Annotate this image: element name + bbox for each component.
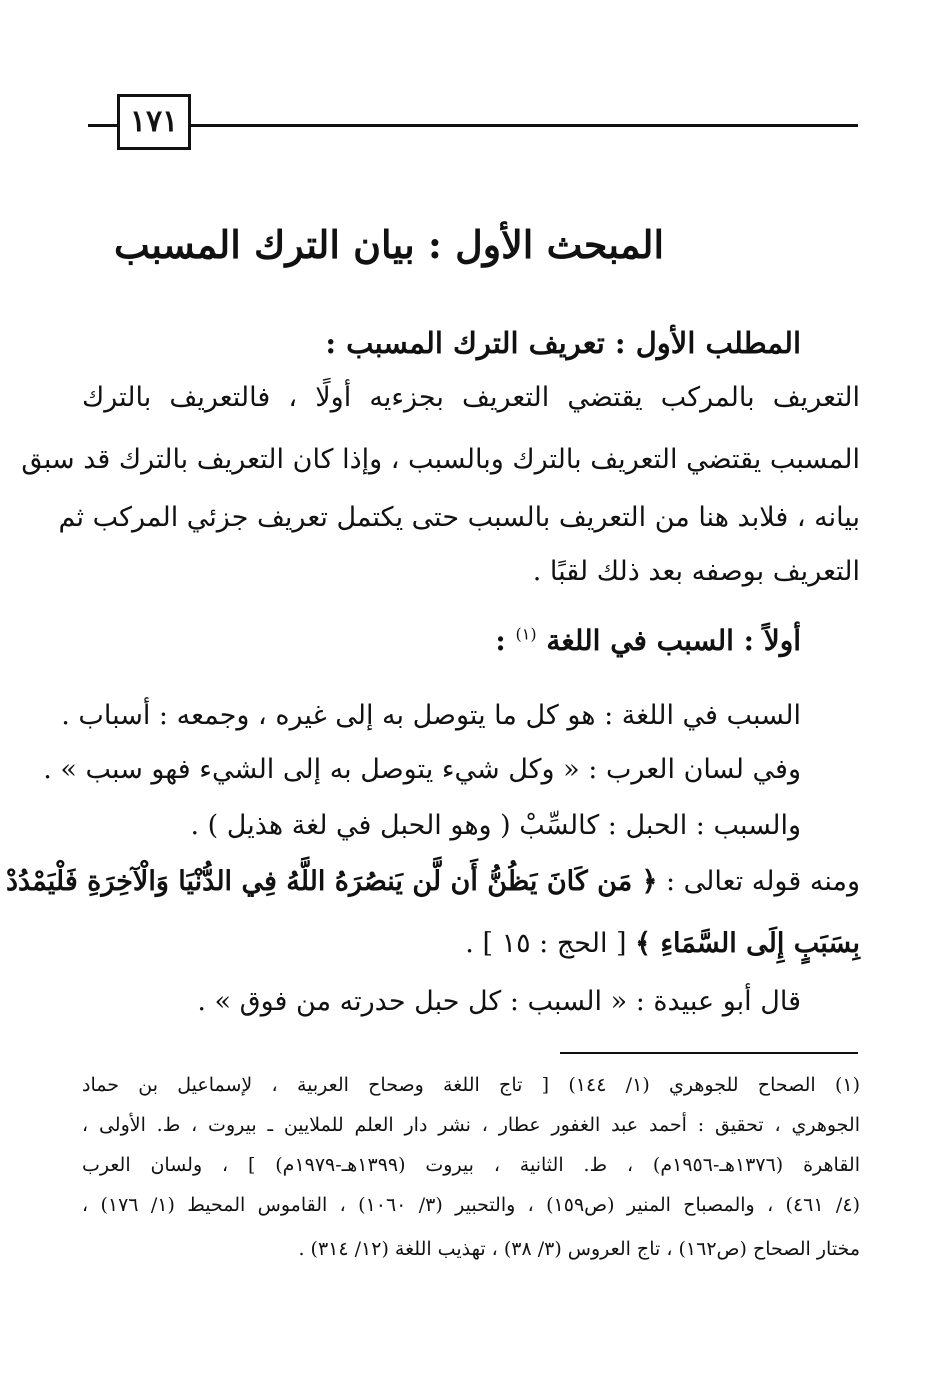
verse-intro: ومنه قوله تعالى : (657, 866, 860, 897)
abu-ubayda-line: قال أبو عبيدة : « السبب : كل حبل حدرته من فوق » . (197, 986, 801, 1017)
header-rule (88, 124, 858, 127)
intro-line-4: التعريف بوصفه بعد ذلك لقبًا . (532, 556, 860, 587)
intro-line-2: المسبب يقتضي التعريف بالترك وبالسبب ، وإذا كان التعريف بالترك قد سبق (21, 444, 860, 475)
footnote-marker: (١) (515, 624, 537, 644)
footnote-line-3: القاهرة (١٣٧٦هـ-١٩٥٦م) ، ط. الثانية ، بيروت (١٣٩٩هـ-١٩٧٩م) ] ، ولسان العرب (82, 1154, 860, 1176)
subsection-title-suffix: : (495, 624, 506, 657)
footnote-line-4: (٤/ ٤٦١) ، والمصباح المنير (ص١٥٩) ، والتحبير (٣/ ١٠٦٠) ، القاموس المحيط (١/ ١٧٦) ، (82, 1194, 860, 1216)
section-title: المطلب الأول : تعريف الترك المسبب : (325, 326, 801, 360)
quran-verse-part-1: ﴿ مَن كَانَ يَظُنُّ أَن لَّن يَنصُرَهُ اللَّهُ فِي الدُّنْيَا وَالْآخِرَةِ فَلْيَمْدُدْ (5, 866, 658, 897)
chapter-title: المبحث الأول : بيان الترك المسبب (114, 222, 664, 267)
lisan-arab-line: وفي لسان العرب : « وكل شيء يتوصل به إلى الشيء فهو سبب » . (43, 754, 801, 785)
intro-line-1: التعريف بالمركب يقتضي التعريف بجزءيه أولًا ، فالتعريف بالترك (82, 382, 860, 413)
verse-line-1 (5, 866, 860, 898)
footnote-line-5: مختار الصحاح (ص١٦٢) ، تاج العروس (٣/ ٣٨) ، تهذيب اللغة (١٢/ ٣١٤) . (298, 1238, 860, 1260)
verse-reference: [ الحج : ١٥ ] . (465, 928, 636, 959)
subsection-title-text: أولاً : السبب في اللغة (546, 624, 801, 657)
footnote-line-1: (١) الصحاح للجوهري (١/ ١٤٤) [ تاج اللغة وصحاح العربية ، لإسماعيل بن حماد (82, 1074, 861, 1096)
subsection-title (495, 624, 801, 658)
page-number-box (117, 94, 191, 150)
intro-line-3: بيانه ، فلابد هنا من التعريف بالسبب حتى يكتمل تعريف جزئي المركب ثم (58, 502, 860, 533)
quran-verse-part-2: بِسَبَبٍ إِلَى السَّمَاءِ ﴾ (635, 928, 860, 959)
verse-line-2 (82, 928, 860, 960)
habl-line: والسبب : الحبل : كالسِّبْ ( وهو الحبل في لغة هذيل ) . (190, 810, 801, 841)
sabab-lugha-line: السبب في اللغة : هو كل ما يتوصل به إلى غيره ، وجمعه : أسباب . (61, 700, 801, 731)
footnote-separator (560, 1052, 858, 1054)
footnote-line-2: الجوهري ، تحقيق : أحمد عبد الغفور عطار ، نشر دار العلم للملايين ـ بيروت ، ط. الأولى ، (82, 1114, 860, 1136)
page-number: ١٧١ (129, 104, 179, 139)
